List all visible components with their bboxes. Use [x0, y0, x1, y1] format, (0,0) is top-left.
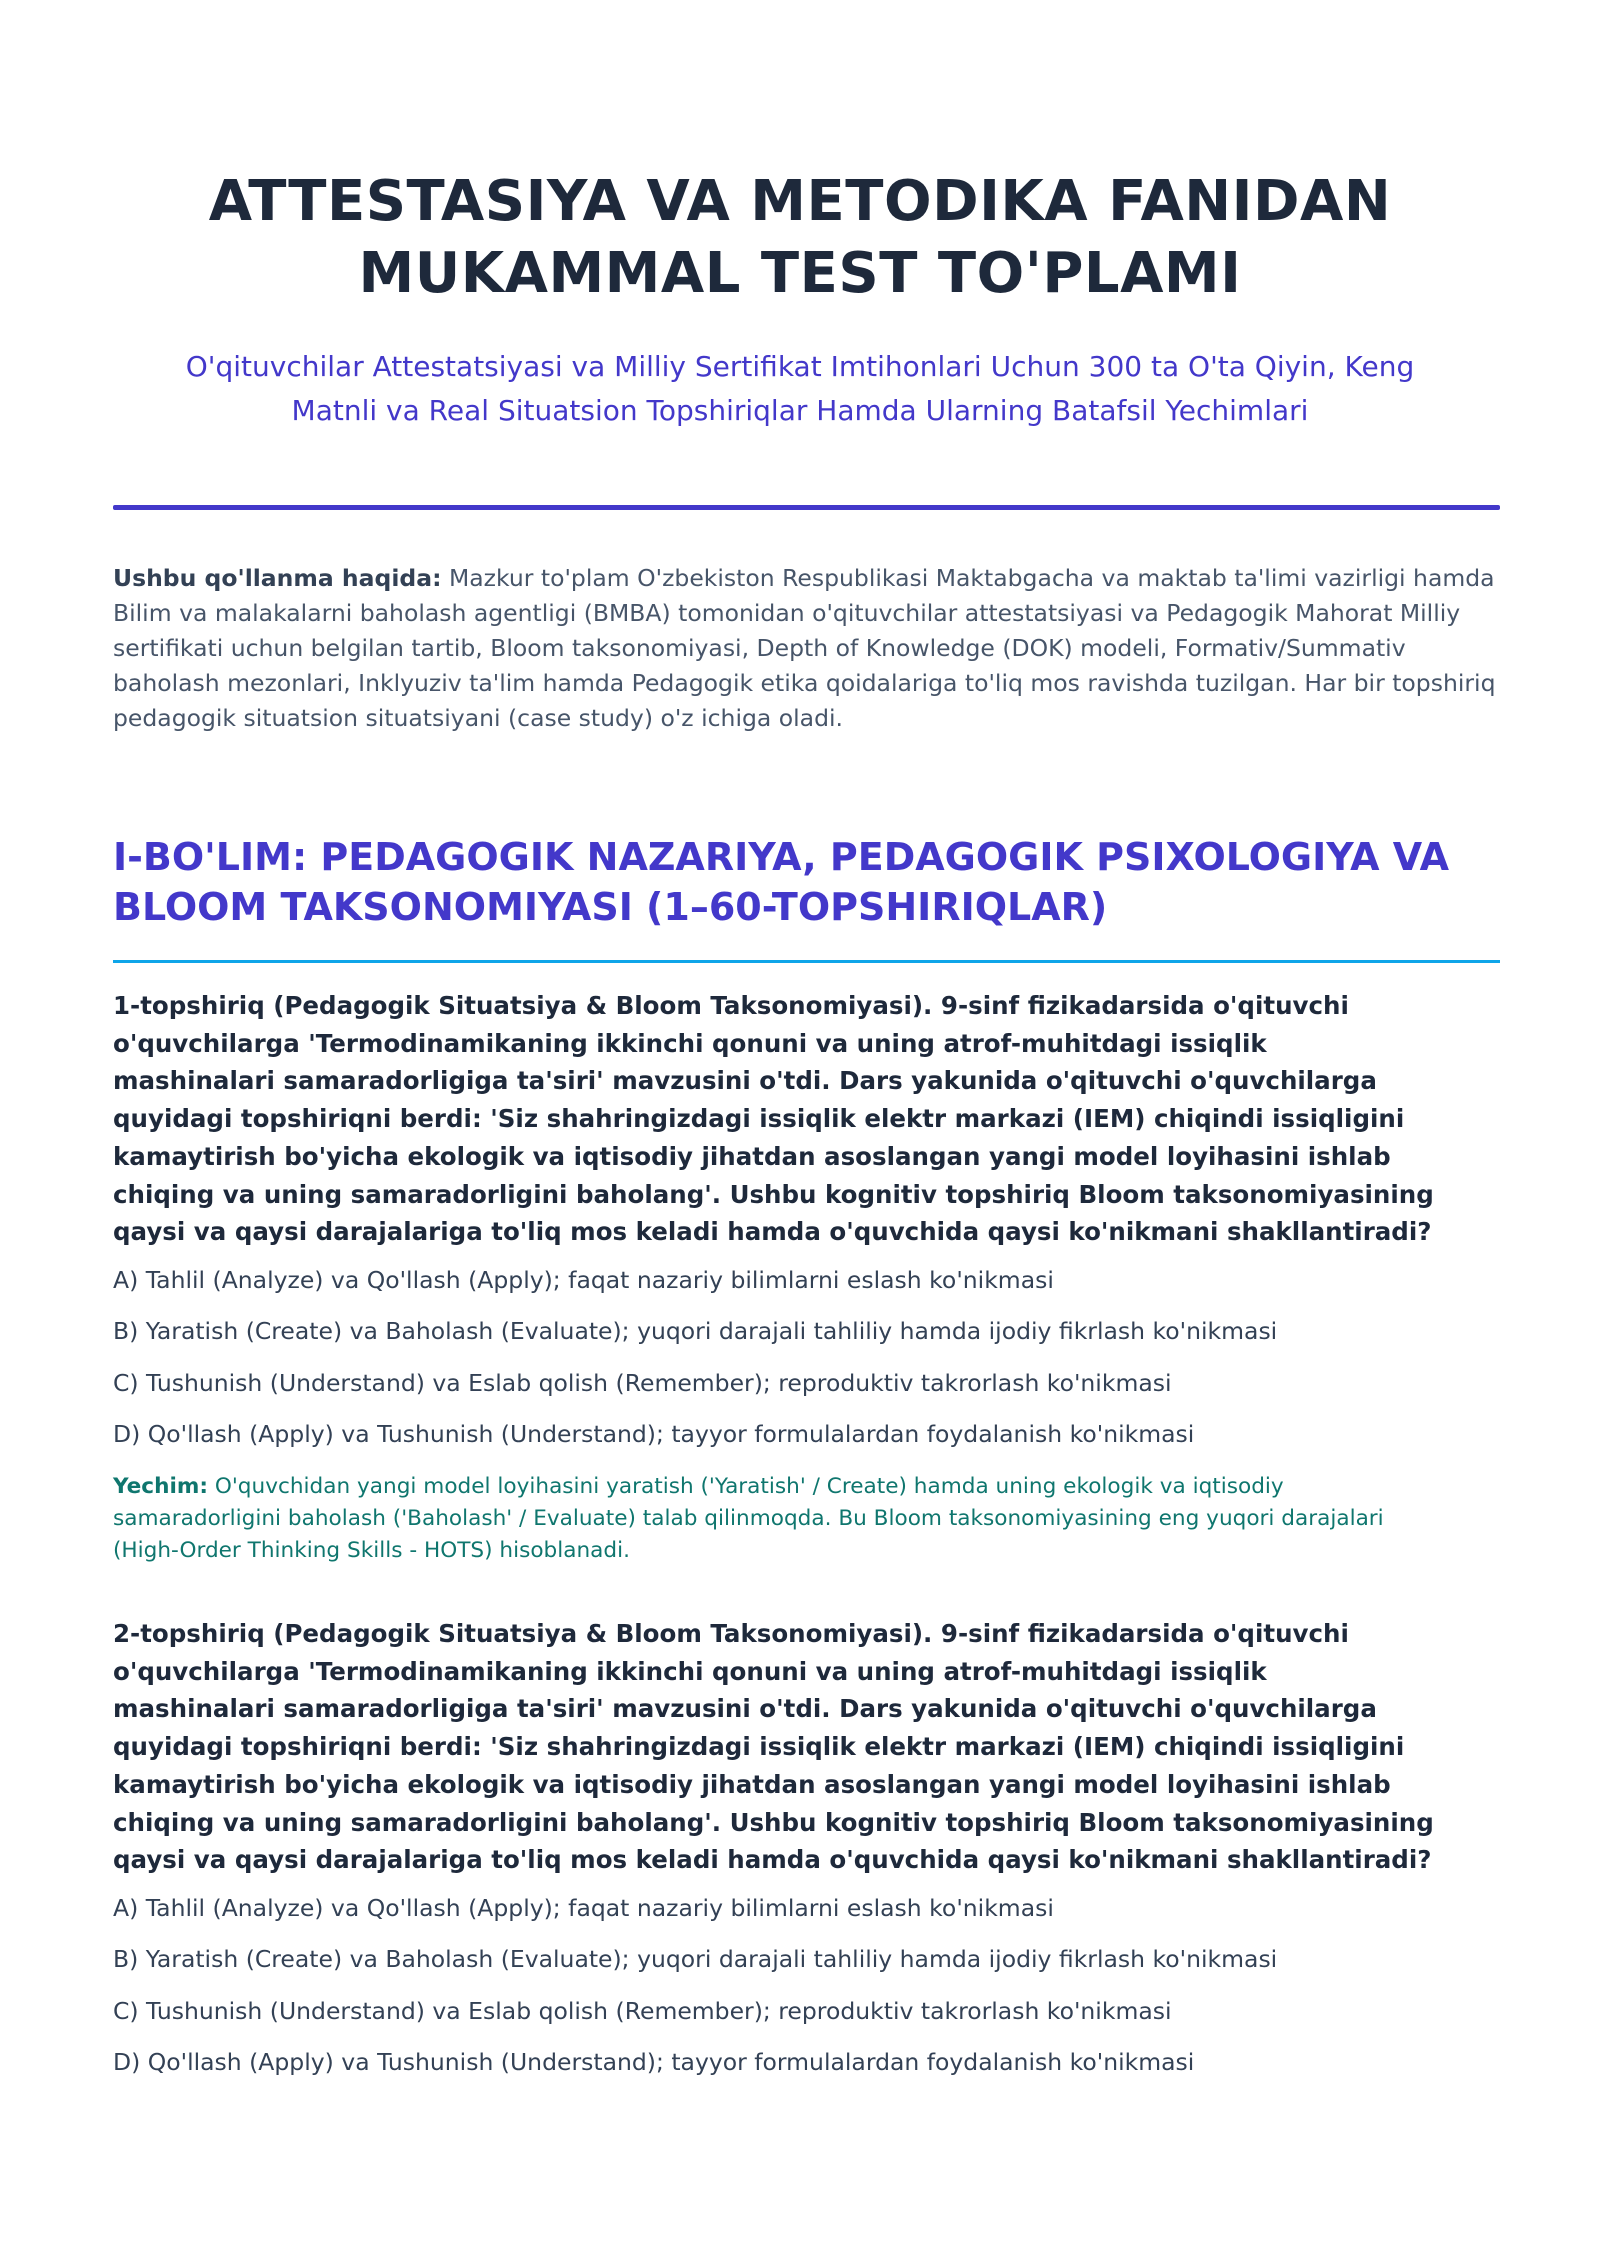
question-2-options — [113, 1891, 1500, 2096]
subtitle-line-2: Matnli va Real Situatsion Topshiriqlar Hamda Ularning Batafsil Yechimlari — [291, 394, 1309, 427]
intro-paragraph — [113, 561, 1498, 736]
solution-line: (High-Order Thinking Skills - HOTS) hisoblanadi. — [113, 1538, 630, 1563]
title-line-1: ATTESTASIYA VA METODIKA FANIDAN — [208, 169, 1392, 234]
document-title — [113, 166, 1487, 310]
question-line: mashinalari samaradorligiga ta'siri' mavzusini o'tdi. Dars yakunida o'qituvchi o'quvchilarga — [113, 1066, 1377, 1096]
question-line: 1-topshiriq (Pedagogik Situatsiya & Bloom Taksonomiyasi). 9-sinf fizikadarsida o'qituvchi — [113, 991, 1349, 1020]
intro-text: Mazkur to'plam O'zbekiston Respublikasi Maktabgacha va maktab ta'limi vazirligi hamda Bilim va malakalarni baholash agentligi (BMBA) tomonidan o'qituvchilar attestatsiyasi va Pedagogik Mahorat Milliy sertifikati uchun belgilan tartib, Bloom taksonomiyasi, Depth of Knowledge (DOK) modeli, Formativ/Summativ baholash mezonlari, Inklyuziv ta'lim hamda Pedagogik etika qoidalariga to'liq mos ravishda tuzilgan. Har bir topshiriq pedagogik situatsion situatsiyani (case study) o'z ichiga oladi. — [113, 564, 1496, 732]
section-heading-line-2: BLOOM TAKSONOMIYASI (1–60-TOPSHIRIQLAR) — [113, 885, 1108, 929]
question-line: kamaytirish bo'yicha ekologik va iqtisodiy jihatdan asoslangan yangi model loyihasini ishlab — [113, 1141, 1391, 1171]
question-line: 2-topshiriq (Pedagogik Situatsiya & Bloom Taksonomiyasi). 9-sinf fizikadarsida o'qituvchi — [113, 1619, 1349, 1648]
question-line: mashinalari samaradorligiga ta'siri' mavzusini o'tdi. Dars yakunida o'qituvchi o'quvchilarga — [113, 1694, 1377, 1724]
solution-line: O'quvchidan yangi model loyihasini yaratish ('Yaratish' / Create) hamda uning ekologik va iqtisodiy — [208, 1474, 1284, 1499]
subtitle-line-1: O'qituvchilar Attestatsiyasi va Milliy Sertifikat Imtihonlari Uchun 300 ta O'ta Qiyin, Keng — [185, 350, 1415, 383]
title-divider — [113, 505, 1500, 510]
option-d: D) Qo'llash (Apply) va Tushunish (Understand); tayyor formulalardan foydalanish ko'nikmasi — [113, 2047, 1195, 2076]
option-d: D) Qo'llash (Apply) va Tushunish (Understand); tayyor formulalardan foydalanish ko'nikmasi — [113, 1419, 1195, 1448]
option-c: C) Tushunish (Understand) va Eslab qolish (Remember); reproduktiv takrorlash ko'nikmasi — [113, 1368, 1172, 1397]
question-2-text — [113, 1615, 1500, 1879]
option-a: A) Tahlil (Analyze) va Qo'llash (Apply); faqat nazariy bilimlarni eslash ko'nikmasi — [113, 1894, 1054, 1922]
question-line: o'quvchilarga 'Termodinamikaning ikkinchi qonuni va uning atrof-muhitdagi issiqlik — [113, 1028, 1267, 1058]
solution-line: samaradorligini baholash ('Baholash' / Evaluate) talab qilinmoqda. Bu Bloom taksonomiyasining eng yuqori darajalari — [113, 1506, 1384, 1531]
question-line: o'quvchilarga 'Termodinamikaning ikkinchi qonuni va uning atrof-muhitdagi issiqlik — [113, 1656, 1267, 1686]
option-a: A) Tahlil (Analyze) va Qo'llash (Apply); faqat nazariy bilimlarni eslash ko'nikmasi — [113, 1266, 1054, 1294]
section-divider — [113, 960, 1500, 963]
question-line: quyidagi topshiriqni berdi: 'Siz shahringizdagi issiqlik elektr markazi (IEM) chiqindi issiqligini — [113, 1732, 1405, 1762]
question-line: kamaytirish bo'yicha ekologik va iqtisodiy jihatdan asoslangan yangi model loyihasini ishlab — [113, 1769, 1391, 1799]
question-line: chiqing va uning samaradorligini baholang'. Ushbu kognitiv topshiriq Bloom taksonomiyasining — [113, 1807, 1434, 1837]
question-line: quyidagi topshiriqni berdi: 'Siz shahringizdagi issiqlik elektr markazi (IEM) chiqindi issiqligini — [113, 1104, 1405, 1134]
intro-label: Ushbu qo'llanma haqida: — [113, 564, 442, 592]
question-1-options — [113, 1263, 1500, 1468]
option-b: B) Yaratish (Create) va Baholash (Evaluate); yuqori darajali tahliliy hamda ijodiy fikrlash ko'nikmasi — [113, 1317, 1278, 1346]
question-line: qaysi va qaysi darajalariga to'liq mos keladi hamda o'quvchida qaysi ko'nikmani shakllantiradi? — [113, 1217, 1432, 1247]
option-b: B) Yaratish (Create) va Baholash (Evaluate); yuqori darajali tahliliy hamda ijodiy fikrlash ko'nikmasi — [113, 1945, 1278, 1974]
question-1-solution — [113, 1471, 1503, 1567]
question-line: qaysi va qaysi darajalariga to'liq mos keladi hamda o'quvchida qaysi ko'nikmani shakllantiradi? — [113, 1845, 1432, 1875]
section-heading — [113, 832, 1498, 932]
title-line-2: MUKAMMAL TEST TO'PLAMI — [358, 241, 1242, 306]
question-line: chiqing va uning samaradorligini baholang'. Ushbu kognitiv topshiriq Bloom taksonomiyasining — [113, 1179, 1434, 1209]
question-1-text — [113, 987, 1500, 1251]
option-c: C) Tushunish (Understand) va Eslab qolish (Remember); reproduktiv takrorlash ko'nikmasi — [113, 1996, 1172, 2025]
document-subtitle — [113, 345, 1487, 433]
solution-label: Yechim: — [113, 1474, 209, 1499]
section-heading-line-1: I-BO'LIM: PEDAGOGIK NAZARIYA, PEDAGOGIK PSIXOLOGIYA VA — [113, 835, 1450, 879]
